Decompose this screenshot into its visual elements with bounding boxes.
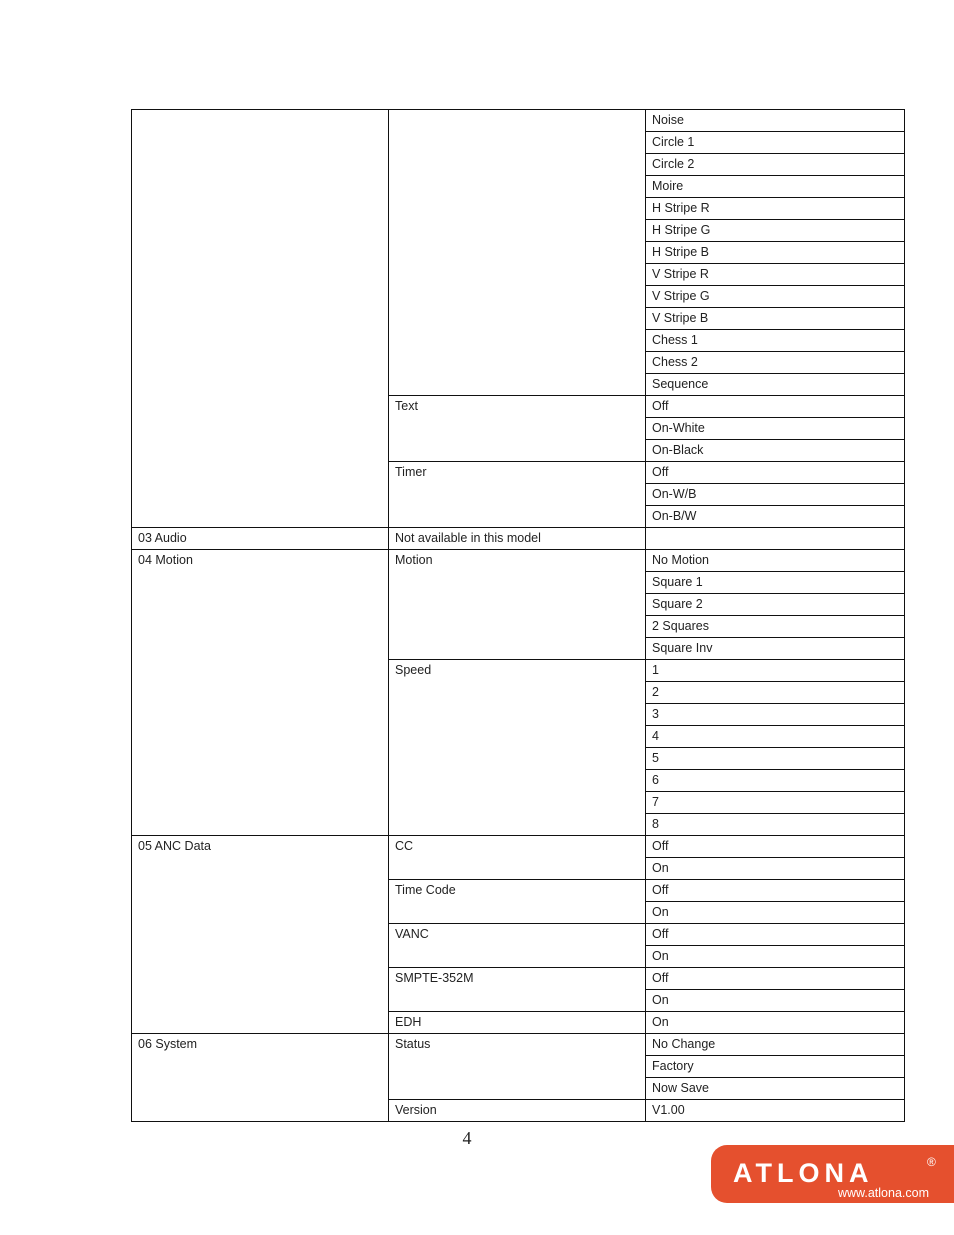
menu-option-cell: Circle 1 bbox=[646, 132, 905, 154]
menu-option-cell: On bbox=[646, 990, 905, 1012]
menu-option-cell: 2 bbox=[646, 682, 905, 704]
menu-item-cell: SMPTE-352M bbox=[389, 968, 646, 1012]
registered-mark: ® bbox=[927, 1155, 936, 1169]
menu-option-cell: On-W/B bbox=[646, 484, 905, 506]
menu-category-cell: 04 Motion bbox=[132, 550, 389, 836]
table-row bbox=[132, 528, 905, 550]
table-row bbox=[132, 1034, 905, 1056]
menu-option-cell: H Stripe B bbox=[646, 242, 905, 264]
menu-option-cell: 3 bbox=[646, 704, 905, 726]
menu-item-cell bbox=[389, 110, 646, 396]
menu-option-cell: H Stripe G bbox=[646, 220, 905, 242]
menu-item-cell: Not available in this model bbox=[389, 528, 646, 550]
menu-option-cell: On bbox=[646, 946, 905, 968]
brand-name: ATLONA bbox=[733, 1158, 874, 1188]
menu-option-cell: On bbox=[646, 858, 905, 880]
menu-option-cell: Square 1 bbox=[646, 572, 905, 594]
menu-option-cell bbox=[646, 528, 905, 550]
menu-option-cell: On-B/W bbox=[646, 506, 905, 528]
menu-item-cell: Timer bbox=[389, 462, 646, 528]
menu-option-cell: Off bbox=[646, 924, 905, 946]
table-row bbox=[132, 550, 905, 572]
menu-category-cell bbox=[132, 110, 389, 528]
menu-option-cell: Square 2 bbox=[646, 594, 905, 616]
menu-option-cell: 4 bbox=[646, 726, 905, 748]
menu-option-cell: Moire bbox=[646, 176, 905, 198]
menu-option-cell: Noise bbox=[646, 110, 905, 132]
menu-category-cell: 05 ANC Data bbox=[132, 836, 389, 1034]
menu-option-cell: On bbox=[646, 902, 905, 924]
menu-option-cell: 8 bbox=[646, 814, 905, 836]
menu-option-cell: Now Save bbox=[646, 1078, 905, 1100]
menu-item-cell: VANC bbox=[389, 924, 646, 968]
menu-option-cell: On-White bbox=[646, 418, 905, 440]
atlona-logo-graphic bbox=[711, 1145, 954, 1203]
page-number: 4 bbox=[462, 1128, 472, 1148]
menu-item-cell: EDH bbox=[389, 1012, 646, 1034]
menu-option-cell: H Stripe R bbox=[646, 198, 905, 220]
menu-option-cell: 2 Squares bbox=[646, 616, 905, 638]
menu-option-cell: No Change bbox=[646, 1034, 905, 1056]
brand-url: www.atlona.com bbox=[837, 1186, 929, 1200]
menu-option-cell: Off bbox=[646, 396, 905, 418]
menu-item-cell: Time Code bbox=[389, 880, 646, 924]
menu-option-cell: Sequence bbox=[646, 374, 905, 396]
menu-option-cell: 7 bbox=[646, 792, 905, 814]
menu-option-cell: V1.00 bbox=[646, 1100, 905, 1122]
menu-option-cell: On bbox=[646, 1012, 905, 1034]
menu-option-cell: Square Inv bbox=[646, 638, 905, 660]
menu-category-cell: 03 Audio bbox=[132, 528, 389, 550]
menu-option-cell: Off bbox=[646, 968, 905, 990]
table-row bbox=[132, 110, 905, 132]
menu-option-cell: Factory bbox=[646, 1056, 905, 1078]
menu-option-cell: Chess 1 bbox=[646, 330, 905, 352]
menu-category-cell: 06 System bbox=[132, 1034, 389, 1122]
menu-option-cell: 5 bbox=[646, 748, 905, 770]
menu-option-cell: V Stripe G bbox=[646, 286, 905, 308]
menu-item-cell: Version bbox=[389, 1100, 646, 1122]
atlona-logo bbox=[711, 1145, 954, 1203]
menu-table bbox=[131, 109, 905, 1122]
menu-option-cell: Circle 2 bbox=[646, 154, 905, 176]
menu-item-cell: Text bbox=[389, 396, 646, 462]
menu-option-cell: V Stripe B bbox=[646, 308, 905, 330]
table-row bbox=[132, 836, 905, 858]
menu-option-cell: Off bbox=[646, 836, 905, 858]
menu-item-cell: Motion bbox=[389, 550, 646, 660]
menu-option-cell: 6 bbox=[646, 770, 905, 792]
menu-option-cell: Off bbox=[646, 880, 905, 902]
menu-option-cell: No Motion bbox=[646, 550, 905, 572]
menu-option-cell: On-Black bbox=[646, 440, 905, 462]
menu-option-cell: 1 bbox=[646, 660, 905, 682]
menu-option-cell: Off bbox=[646, 462, 905, 484]
menu-table-body bbox=[132, 110, 905, 1122]
menu-option-cell: V Stripe R bbox=[646, 264, 905, 286]
menu-item-cell: Status bbox=[389, 1034, 646, 1100]
menu-option-cell: Chess 2 bbox=[646, 352, 905, 374]
menu-item-cell: CC bbox=[389, 836, 646, 880]
menu-item-cell: Speed bbox=[389, 660, 646, 836]
